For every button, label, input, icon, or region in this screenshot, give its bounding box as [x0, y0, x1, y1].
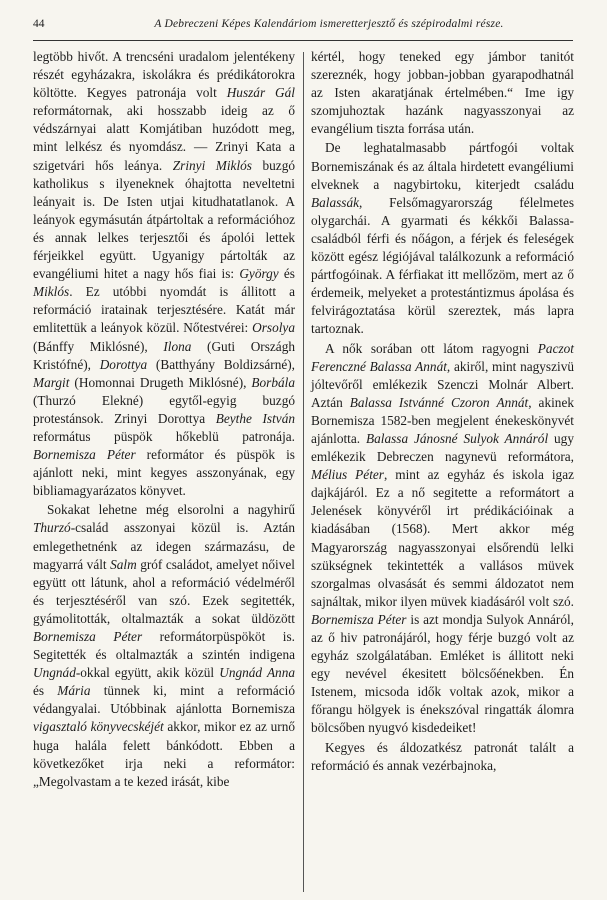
text-run: ugy emlékezik Debreczen nagynevü reformátora,	[311, 430, 574, 465]
text-run: reformátornak, aki hosszabb ideig az ő védszárnyai alatt Komjátiban huzódott meg, mint lelkész és nyomdász. — Zrinyi Kata a szigetvári hős leánya.	[33, 103, 295, 173]
text-run: legtöbb hivőt. A trencséni uradalom jelentékeny részét egyházakra, iskolákra és prédikátorokra költötte. Kegyes patronája volt	[33, 49, 295, 101]
paragraph	[311, 139, 574, 338]
text-run: gróf családot, amelyet nőivel együtt ott látunk, ahol a reformáció védelméről és terjesztéséről van szó. Ezek segitették, gyámolitották, oltalmazták a sokat üldözött	[33, 556, 295, 626]
text-run: és	[33, 683, 58, 699]
text-run: , akiről, mint nagyszivü jóltevőről emlékezik Szenczi Molnár Albert. Aztán	[311, 358, 574, 410]
text-run: (Batthyány Boldizsárné),	[147, 356, 295, 372]
text-run: (Homonnai Drugeth Miklósné),	[69, 374, 252, 390]
emphasized-text: Ungnád	[33, 665, 76, 681]
text-run: A nők sorában ott látom ragyogni	[325, 340, 538, 356]
text-run: Kegyes és áldozatkész patronát talált a reformáció és annak vezérbajnoka,	[311, 739, 574, 773]
column-divider	[303, 52, 304, 892]
text-run: . Ez utóbbi nyomdát is állitott a reformáció iratainak terjesztésére. Katát már emlitettük a leányok közül. Nőtestvérei:	[33, 284, 295, 336]
emphasized-text: Huszár Gál	[226, 85, 295, 101]
text-run: is azt mondja Sulyok Annáról, az ő hiv patronájáról, hogy férje buzgó volt az egyház szolgálatában. Emléket is állitott neki egy nevével ékesitett bölcsőénekben. Én Istenem, micsoda idők voltak azok, mikor a főrangu hölgyek is énekszóval ringatták álomra bölcsőben nyugvó kisdedeiket!	[311, 611, 575, 736]
emphasized-text: György	[239, 266, 279, 282]
emphasized-text: Salm	[110, 556, 137, 572]
emphasized-text: Margit	[33, 374, 70, 390]
text-run: református püspök hőkeblü patronája.	[33, 428, 295, 444]
emphasized-text: vigasztaló könyvecskéjét	[33, 719, 164, 735]
text-run: reformátorpüspököt is. Segitették és oltalmazták a szintén indigena	[33, 629, 295, 663]
text-run: Sokakat lehetne még elsorolni a nagyhirű	[47, 502, 295, 518]
emphasized-text: Ilona	[163, 338, 192, 354]
emphasized-text: Zrinyi Miklós	[172, 157, 252, 173]
emphasized-text: Balassa Jánosné Sulyok Annáról	[366, 430, 549, 446]
text-run: buzgó katholikus s ilyeneknek óhajtotta neveltetni leányait is. De Isten utjai kitudhatatlanok. A leányok egymásután átpártoltak a reformációhoz és annak lelkes terjesztői és ápolói lettek férjeikkel együtt. Ugyanigy pártolták az evangéliumi hitet a nagy hős fiai is:	[33, 157, 296, 282]
text-run: kértél, hogy teneked egy jámbor tanitót szereznék, hogy jobban-jobban gyarapodhatnál az Isten akaratjának értelmében.“ Ime igy szomjuhoztak hazánk nagyasszonyai az evangélium tiszta forrása után.	[311, 49, 574, 137]
emphasized-text: Orsolya	[252, 320, 295, 336]
text-run: reformátor és püspök is ajánlott neki, mint kegyes asszonyának, egy bibliamagyarázatos könyvet.	[33, 447, 295, 499]
text-run: , akinek Bornemisza 1582-ben megjelent énekeskönyvét ajánlotta.	[311, 394, 574, 446]
text-run: tünnek ki, mint a reformáció védangyalai. Utóbbinak ajánlotta Bornemisza	[33, 683, 295, 717]
text-run: , mint az egyház és iskola igaz dajkájáról. Ez a nő segitette a reformátort a Jelenések könyvéről irt prédikációinak a kiadásában (1568). Mert akkor még Magyarország nagyasszonyai elsőrendü lelki szükségnek tekintették a vallásos müvek szorgalmas olvasását és semmi áldozatot nem sajnáltak, mikor ilyen müvek kiadásáról volt szó.	[311, 467, 574, 609]
paragraph	[311, 48, 574, 138]
paragraph	[33, 501, 295, 791]
emphasized-text: Thurzó	[33, 520, 71, 536]
right-column	[311, 48, 574, 775]
emphasized-text: Bornemisza Péter	[33, 447, 136, 463]
emphasized-text: Beythe István	[215, 410, 295, 426]
emphasized-text: Paczot Ferenczné Balassa Annát	[311, 340, 574, 374]
emphasized-text: Bornemisza Péter	[311, 611, 407, 627]
text-run: , Felsőmagyarország félelmetes olygarchái. A gyarmati és kékkői Balassa-családból férfi és nőágon, a férjek és feleségek között egész légiójával találkozunk a reformáció pártfogóinak. A férfiakat itt mellőzöm, mert az ő érdemeik, melyeket a protestántizmus ápolása és felvirágoztatása körül szereztek, más lapra tartoznak.	[311, 194, 574, 337]
text-run: -okkal együtt, akik közül	[75, 665, 220, 681]
emphasized-text: Ungnád Anna	[219, 665, 296, 681]
emphasized-text: Dorottya	[99, 356, 148, 372]
emphasized-text: Miklós	[33, 284, 70, 300]
text-run: és	[278, 266, 295, 282]
paragraph	[311, 340, 574, 738]
emphasized-text: Borbála	[251, 374, 295, 390]
emphasized-text: Mélius Péter	[311, 467, 384, 483]
text-run: akkor, mikor ez az urnő huga halála felett bánkódott. Ebben a következőket irja neki a reformátor: „Megolvastam a te kezed irását, kibe	[33, 719, 295, 789]
page-number: 44	[33, 18, 45, 30]
emphasized-text: Bornemisza Péter	[33, 629, 143, 644]
text-run: De leghatalmasabb pártfogói voltak Bornemiszának és az általa hirdetett evangéliumi elveknek a nagybirtoku, kiterjedt családu	[311, 140, 574, 192]
page-header	[33, 16, 573, 41]
emphasized-text: Mária	[57, 683, 91, 699]
emphasized-text: Balassa Istvánné Czoron Annát	[349, 394, 529, 410]
text-run: -család asszonyai közül is. Aztán emlegethetnénk az idegen származásu, de magyarrá vált	[33, 520, 295, 572]
running-title: A Debreczeni Képes Kalendáriom ismeretterjesztő és szépirodalmi része.	[154, 18, 504, 30]
left-column	[33, 48, 295, 791]
text-run: (Thurzó Elekné) egytől-egyig buzgó protestánsok. Zrinyi Dorottya	[33, 392, 295, 426]
text-run: (Guti Országh Kristófné),	[33, 338, 295, 372]
paragraph	[33, 48, 295, 500]
text-run: (Bánffy Miklósné),	[33, 338, 164, 354]
emphasized-text: Balassák	[311, 194, 360, 210]
paragraph	[311, 739, 574, 775]
